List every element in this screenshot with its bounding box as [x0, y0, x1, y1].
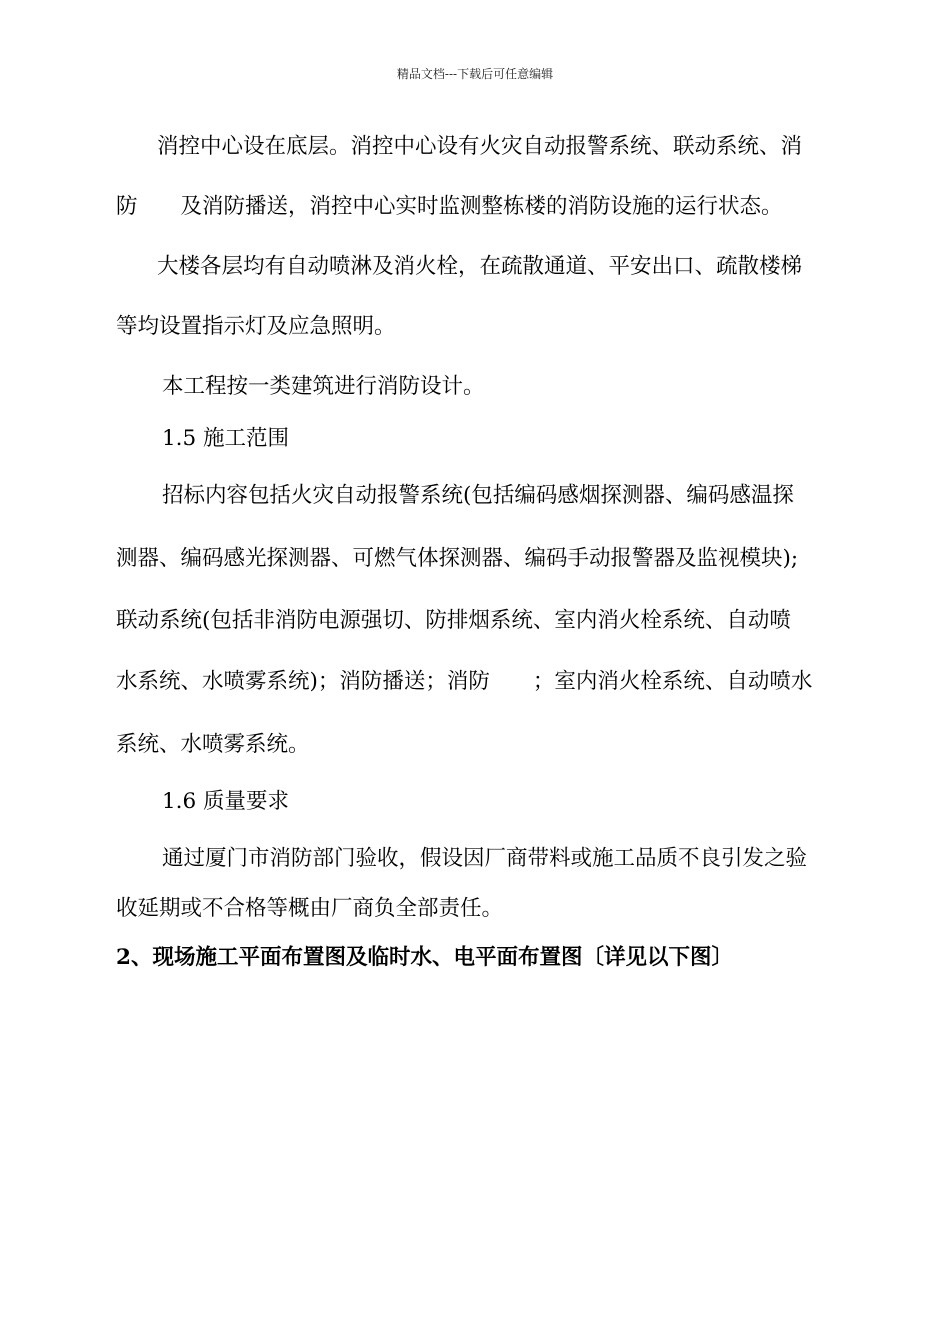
paragraph-line: 消控中心设在底层。消控中心设有火灾自动报警系统、联动系统、消 [157, 134, 803, 159]
chapter-heading: 2、现场施工平面布置图及临时水、电平面布置图〔详见以下图〕 [116, 945, 733, 970]
paragraph-line: 招标内容包括火灾自动报警系统(包括编码感烟探测器、编码感温探 [162, 483, 794, 508]
paragraph-line: 联动系统(包括非消防电源强切、防排烟系统、室内消火栓系统、自动喷 [116, 608, 791, 633]
paragraph-line: 等均设置指示灯及应急照明。 [116, 314, 396, 339]
paragraph-line: 水系统、水喷雾系统)；消防播送；消防 ；室内消火栓系统、自动喷水 [116, 669, 813, 694]
paragraph-line: 大楼各层均有自动喷淋及消火栓，在疏散通道、平安出口、疏散楼梯 [157, 254, 803, 279]
paragraph-line: 防 及消防播送，消控中心实时监测整栋楼的消防设施的运行状态。 [116, 194, 783, 219]
page-header: 精品文档---下载后可任意编辑 [396, 67, 554, 81]
paragraph-line: 收延期或不合格等概由厂商负全部责任。 [116, 896, 504, 921]
paragraph-line: 测器、编码感光探测器、可燃气体探测器、编码手动报警器及监视模块); [116, 546, 799, 571]
section-heading: 1.6 质量要求 [162, 789, 290, 814]
paragraph-line: 本工程按一类建筑进行消防设计。 [162, 374, 485, 399]
paragraph-line: 通过厦门市消防部门验收，假设因厂商带料或施工品质不良引发之验 [162, 846, 808, 871]
paragraph-line: 系统、水喷雾系统。 [116, 732, 310, 757]
section-heading: 1.5 施工范围 [162, 426, 290, 451]
